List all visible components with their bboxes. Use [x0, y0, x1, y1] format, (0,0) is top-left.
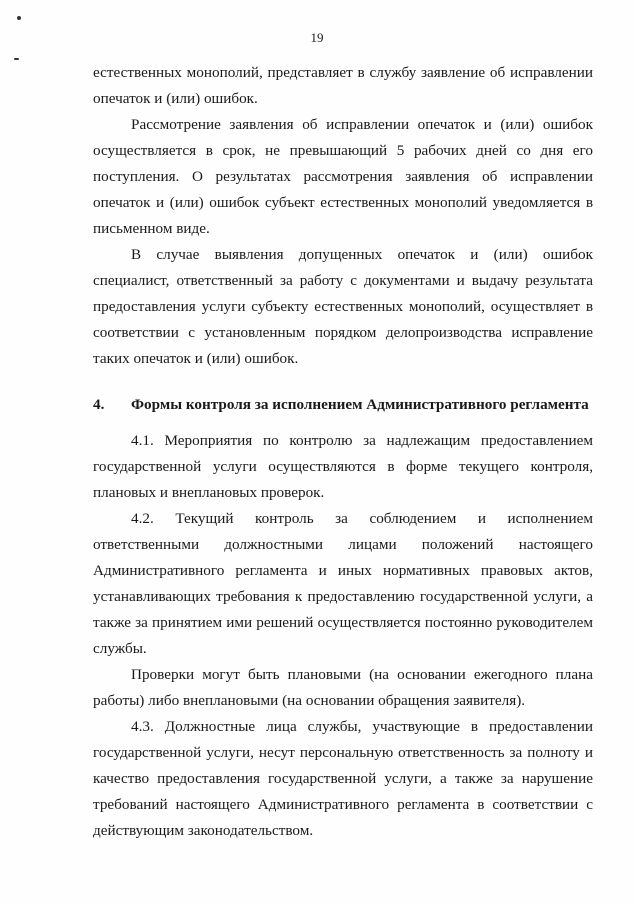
scan-speck	[17, 16, 21, 20]
paragraph: естественных монополий, представляет в службу заявление об исправлении опечаток и (или) ошибок.	[93, 64, 593, 107]
paragraph: Проверки могут быть плановыми (на основании ежегодного плана работы) либо внеплановыми (на основании обращения заявителя).	[93, 666, 593, 709]
paragraph: Рассмотрение заявления об исправлении опечаток и (или) ошибок осуществляется в срок, не превышающий 5 рабочих дней со дня его поступления. О результатах рассмотрения заявления об исправлении опечаток и (или) ошибок субъект естественных монополий уведомляется в письменном виде.	[93, 116, 593, 237]
page-number: 19	[310, 30, 324, 45]
paragraph: 4.2. Текущий контроль за соблюдением и исполнением ответственными должностными лицами положений настоящего Административного регламента и иных нормативных правовых актов, устанавливающих требования к предоставлению государственной услуги, а также за принятием ими решений осуществляется постоянно руководителем службы.	[93, 510, 593, 657]
paragraph: 4.3. Должностные лица службы, участвующие в предоставлении государственной услуги, несут персональную ответственность за полноту и качество предоставления государственной услуги, а также за нарушение требований настоящего Административного регламента в соответствии с действующим законодательством.	[93, 718, 593, 839]
document-body	[93, 60, 593, 844]
section-heading	[93, 394, 593, 416]
paragraph: В случае выявления допущенных опечаток и (или) ошибок специалист, ответственный за работу с документами и выдачу результата предоставления услуги субъекту естественных монополий, осуществляет в соответствии с установленным порядком делопроизводства исправление таких опечаток и (или) ошибок.	[93, 246, 593, 367]
section-title: Формы контроля за исполнением Административного регламента	[131, 396, 589, 413]
paragraph: 4.1. Мероприятия по контролю за надлежащим предоставлением государственной услуги осуществляются в форме текущего контроля, плановых и внеплановых проверок.	[93, 432, 593, 501]
scan-speck	[14, 58, 19, 60]
section-number: 4.	[93, 396, 105, 413]
